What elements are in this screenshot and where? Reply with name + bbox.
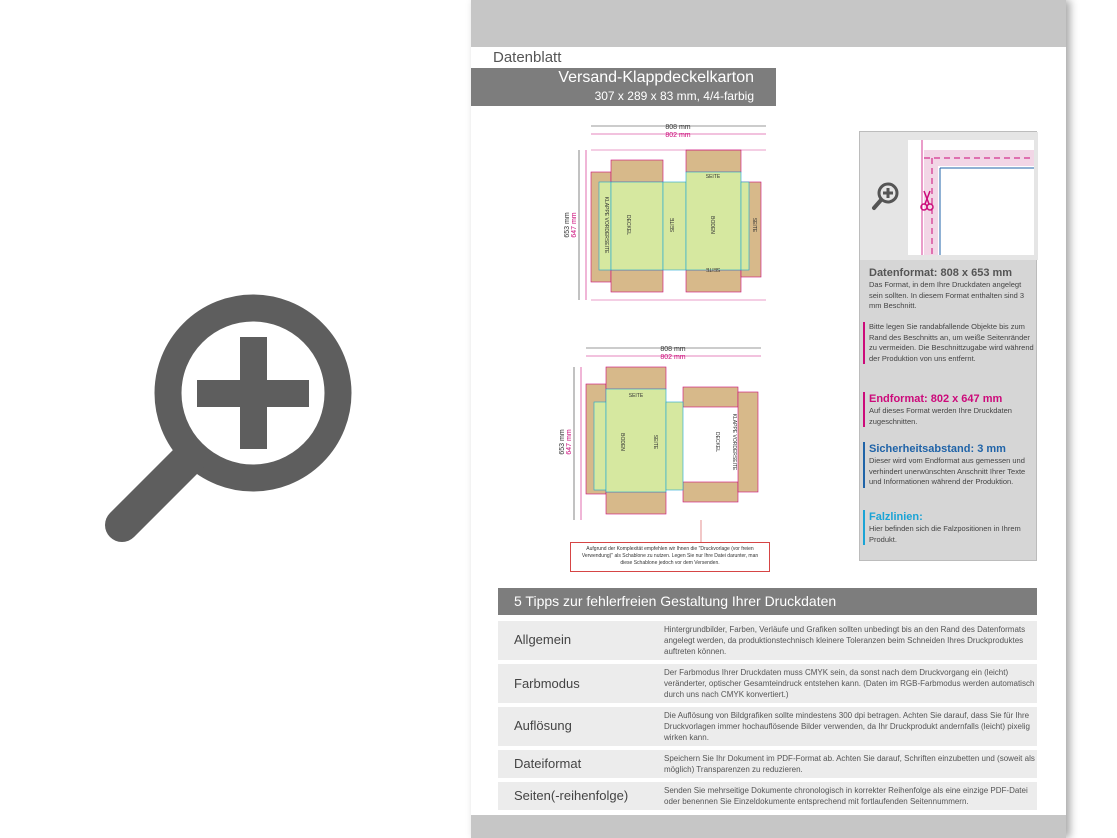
format-info-panel (859, 131, 1037, 561)
tip-text: Speichern Sie Ihr Dokument im PDF-Format ab. Achten Sie darauf, Schriften einzubetten und (soweit als möglich) Transparenzen zu reduzieren. (664, 754, 1035, 774)
label-deckel: DECKEL (625, 214, 631, 236)
label-klappe: KLAPPE VORDERSEITE (603, 196, 609, 254)
tip-label: Auflösung (514, 718, 572, 733)
sicherheit-text: Dieser wird vom Endformat aus gemessen und verhindert unerwünschten Anschnitt Ihrer Texte und Informationen während der Produktion. (869, 456, 1026, 486)
endformat-title: Endformat: 802 x 647 mm (869, 393, 1003, 405)
label-seite-a: SEITE (670, 217, 676, 233)
label-deckel: DECKEL (714, 431, 720, 453)
tip-label: Seiten(-reihenfolge) (514, 788, 629, 803)
tip-text: Der Farbmodus Ihrer Druckdaten muss CMYK sein, da sonst nach dem Druckvorgang ein (leicht) veränderter, optischer Gesamteindruck entstehen kann. (Daten im RGB-Farbmodus werden automatisch durch uns nach CMYK konvertiert.) (664, 668, 1035, 699)
doc-type-tab: Datenblatt (471, 47, 591, 68)
dim-width-inner: 802 mm (665, 132, 691, 139)
sicherheit-block (869, 442, 1034, 488)
label-boden: BODEN (709, 216, 715, 234)
dim-height-outer: 653 mm (564, 212, 571, 238)
scissors-icon (920, 190, 934, 212)
endformat-block (869, 392, 1034, 427)
tip-text: Senden Sie mehrseitige Dokumente chronologisch in korrekter Reihenfolge als eine einzige PDF-Datei oder benennen Sie Einzeldokumente entsprechend mit fortlaufenden Seitennummern. (664, 786, 1028, 806)
tip-label: Farbmodus (514, 676, 580, 691)
label-seite-mid: SEITE (652, 434, 658, 450)
falz-title: Falzlinien: (869, 511, 923, 523)
dim-height-outer: 653 mm (559, 429, 566, 455)
dim-height-inner: 647 mm (566, 429, 573, 455)
endformat-text: Auf dieses Format werden Ihre Druckdaten zugeschnitten. (869, 406, 1012, 426)
bleed-preview[interactable] (860, 132, 1038, 260)
label-boden: BODEN (619, 433, 625, 451)
label-seite-c: SEITE (705, 266, 721, 272)
tip-label: Dateiformat (514, 756, 582, 771)
dim-width-outer: 808 mm (660, 346, 686, 353)
title-band (471, 68, 776, 106)
tip-text: Hintergrundbilder, Farben, Verläufe und Grafiken sollten unbedingt bis an den Rand des Datenformats angelegt werden, da produktionstechnisch kleinere Toleranzen beim Schneiden Ihres Druckproduktes auftreten können. (664, 625, 1026, 656)
label-klappe: KLAPPE VORDERSEITE (731, 413, 737, 471)
dim-width-outer: 808 mm (665, 124, 691, 131)
page-bottom-band (471, 815, 1066, 838)
label-seite-b: SEITE (705, 174, 721, 180)
datenformat-title: Datenformat: 808 x 653 mm (869, 267, 1013, 279)
falz-block (869, 510, 1034, 545)
zoom-in-icon[interactable] (100, 285, 360, 550)
page-subtitle: 307 x 289 x 83 mm, 4/4-farbig (594, 89, 754, 103)
tip-row (498, 664, 1037, 703)
tips-heading: 5 Tipps zur fehlerfreien Gestaltung Ihrer Druckdaten (498, 588, 1037, 615)
tip-row (498, 707, 1037, 746)
label-side-flap: SEITE (751, 217, 757, 233)
page-top-band (471, 0, 1066, 47)
dim-width-inner: 802 mm (660, 354, 686, 361)
tip-text: Die Auflösung von Bildgrafiken sollte mindestens 300 dpi betragen. Achten Sie darauf, dass Sie für Ihre Druckvorlagen immer hochauflösende Bilder verwenden, da Ihr Druckprodukt andernfalls (leicht) pixelig wirken kann. (664, 711, 1030, 742)
tip-row (498, 782, 1037, 810)
template-note: Aufgrund der Komplexität empfehlen wir Ihnen die "Druckvorlage (vor freien Verwendung)" als Schablone zu nutzen. Legen Sie nur Ihre Datei darunter, man diese Schablone jedoch vor dem Versenden. (570, 542, 770, 572)
dieline-diagram-bottom (561, 342, 776, 527)
dim-height-inner: 647 mm (571, 212, 578, 238)
tip-label: Allgemein (514, 632, 572, 647)
label-seite-top: SEITE (628, 393, 644, 399)
bleed-text: Bitte legen Sie randabfallende Objekte bis zum Rand des Beschnitts an, um weiße Seitenränder zu vermeiden. Die Beschnittzugabe wird während der Produktion von uns entfernt. (863, 322, 1034, 364)
sicherheit-title: Sicherheitsabstand: 3 mm (869, 443, 1006, 455)
tip-row (498, 621, 1037, 660)
dieline-diagram-top (561, 120, 776, 305)
datasheet-page (471, 0, 1066, 838)
datenformat-block (869, 266, 1034, 312)
datenformat-text: Das Format, in dem Ihre Druckdaten angelegt sein sollten. In diesem Format enthalten sind 3 mm Beschnitt. (869, 280, 1025, 310)
bleed-block (869, 322, 1034, 364)
falz-text: Hier befinden sich die Falzpositionen in Ihrem Produkt. (869, 524, 1021, 544)
zoom-in-icon[interactable] (871, 181, 901, 213)
tip-row (498, 750, 1037, 778)
page-title: Versand-Klappdeckelkarton (558, 69, 754, 86)
